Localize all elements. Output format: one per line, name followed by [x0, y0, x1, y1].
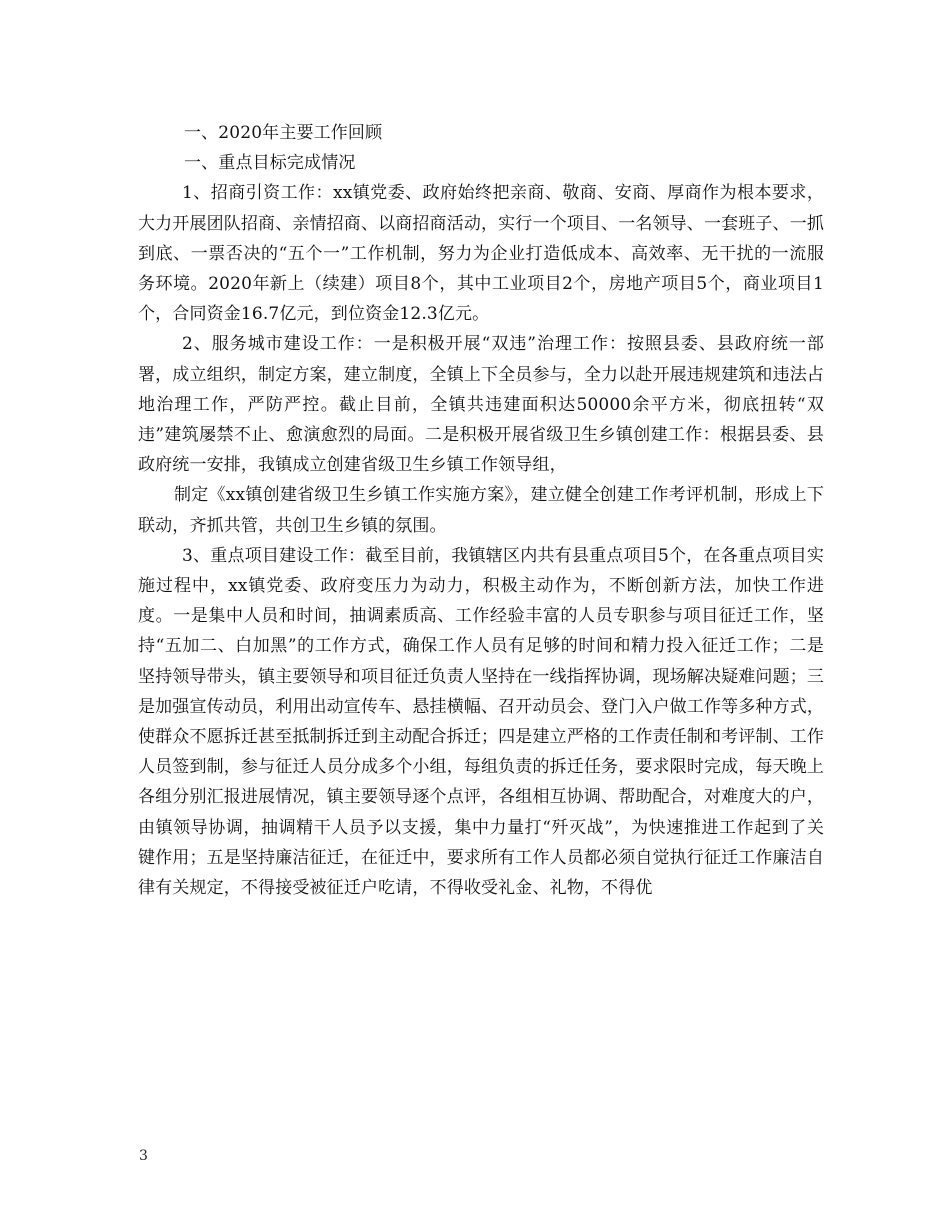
paragraph-sanitation-plan: 制定《xx镇创建省级卫生乡镇工作实施方案》，建立健全创建工作考评机制，形成上下联动，齐抓共管，共创卫生乡镇的氛围。 [138, 485, 824, 536]
page-number: 3 [139, 1148, 148, 1164]
document-body [138, 118, 824, 903]
heading-annual-review: 一、2020年主要工作回顾 [184, 123, 383, 143]
paragraph-key-projects: 3、重点项目建设工作：截至目前，我镇辖区内共有县重点项目5个，在各重点项目实施过程中，xx镇党委、政府变压力为动力，积极主动作为，不断创新方法，加快工作进度。一是集中人员和时间，抽调素质高、工作经验丰富的人员专职参与项目征迁工作，坚持“五加二、白加黑”的工作方式，确保工作人员有足够的时间和精力投入征迁工作；二是坚持领导带头，镇主要领导和项目征迁负责人坚持在一线指挥协调，现场解决疑难问题；三是加强宣传动员，利用出动宣传车、悬挂横幅、召开动员会、登门入户做工作等多种方式，使群众不愿拆迁甚至抵制拆迁到主动配合拆迁；四是建立严格的工作责任制和考评制、工作人员签到制，参与征迁人员分成多个小组，每组负责的拆迁任务，要求限时完成，每天晚上各组分别汇报进展情况，镇主要领导逐个点评，各组相互协调、帮助配合，对难度大的户，由镇领导协调，抽调精干人员予以支援，集中力量打“歼灭战”，为快速推进工作起到了关键作用；五是坚持廉洁征迁，在征迁中，要求所有工作人员都必须自觉执行征迁工作廉洁自律有关规定，不得接受被征迁户吃请，不得收受礼金、礼物，不得优 [138, 545, 824, 899]
paragraph-investment: 1、招商引资工作：xx镇党委、政府始终把亲商、敬商、安商、厚商作为根本要求，大力开展团队招商、亲情招商、以商招商活动，实行一个项目、一名领导、一套班子、一抓到底、一票否决的“五个一”工作机制，努力为企业打造低成本、高效率、无干扰的一流服务环境。2020年新上（续建）项目8个，其中工业项目2个，房地产项目5个，商业项目1个，合同资金16.7亿元，到位资金12.3亿元。 [138, 183, 824, 325]
heading-key-targets: 一、重点目标完成情况 [184, 153, 356, 174]
paragraph-city-service: 2、服务城市建设工作：一是积极开展“双违”治理工作：按照县委、县政府统一部署，成立组织，制定方案，建立制度，全镇上下全员参与，全力以赴开展违规建筑和违法占地治理工作，严防严控。截止目前，全镇共违建面积达50000余平方米，彻底扭转“双违”建筑屡禁不止、愈演愈烈的局面。二是积极开展省级卫生乡镇创建工作：根据县委、县政府统一安排，我镇成立创建省级卫生乡镇工作领导组， [138, 334, 824, 476]
